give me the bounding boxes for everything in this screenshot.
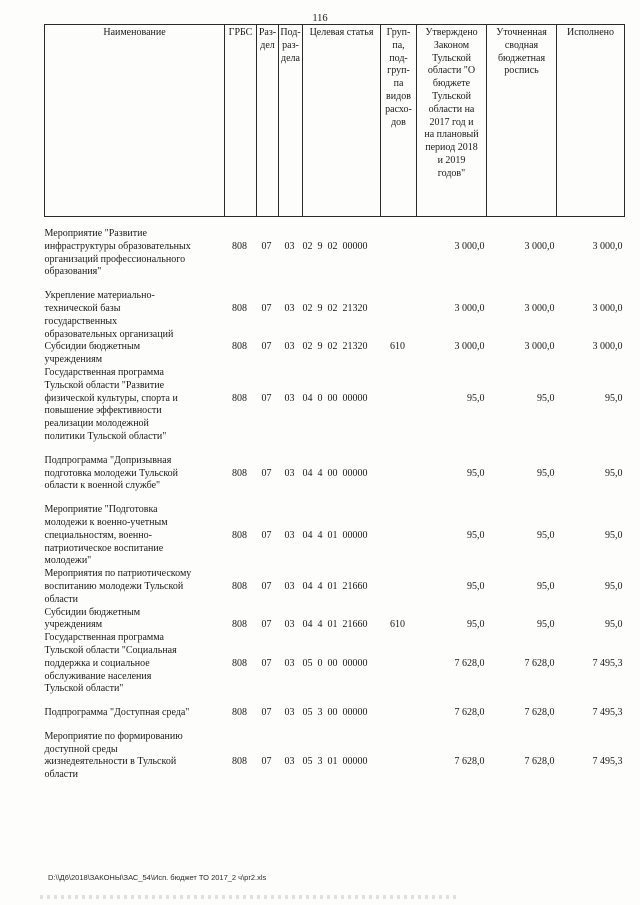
file-path-footer: D:\\Д6\2018\ЗАКОНЫ\ЗАС_54\Исп. бюджет ТО 2017_2 ч\pr2.xls [48, 873, 267, 882]
row-refined: 95,0 [537, 467, 555, 479]
row-target-article: 02 9 02 00000 [302, 240, 368, 252]
row-approved: 7 628,0 [454, 707, 485, 719]
row-refined: 95,0 [537, 529, 555, 541]
row-refined: 95,0 [537, 619, 555, 631]
row-approved: 7 628,0 [454, 756, 485, 768]
header-name: Наименование [45, 25, 225, 217]
row-name: Государственная программа Тульской области "Социальная поддержка и социальное обслуживание населения Тульской области" [44, 632, 177, 695]
row-podrazdel: 03 [284, 392, 295, 404]
table-row [45, 290, 625, 341]
row-approved: 3 000,0 [454, 302, 485, 314]
page-number: 116 [312, 13, 328, 24]
table-row [45, 455, 625, 493]
row-podrazdel: 03 [284, 467, 295, 479]
row-name: Подпрограмма "Доступная среда" [44, 707, 190, 719]
row-executed: 3 000,0 [592, 302, 623, 314]
row-target-article: 04 4 01 00000 [302, 529, 368, 541]
table-body [45, 217, 625, 783]
row-executed: 3 000,0 [592, 240, 623, 252]
row-expense-group: 610 [390, 341, 405, 353]
table-row [45, 607, 625, 633]
table-row [45, 228, 625, 279]
row-approved: 95,0 [467, 529, 485, 541]
row-executed: 95,0 [605, 619, 623, 631]
spacer-cell [45, 444, 625, 455]
row-refined: 7 628,0 [524, 707, 555, 719]
row-executed: 7 495,3 [592, 657, 623, 669]
row-razdel: 07 [261, 580, 272, 592]
row-spacer [45, 720, 625, 731]
header-razdel-text: Раз- дел [258, 27, 277, 51]
row-approved: 95,0 [467, 467, 485, 479]
row-name: Субсидии бюджетным учреждениям [44, 606, 141, 631]
row-razdel: 07 [261, 341, 272, 353]
row-target-article: 02 9 02 21320 [302, 302, 368, 314]
row-target-article: 05 3 01 00000 [302, 756, 368, 768]
row-razdel: 07 [261, 392, 272, 404]
row-expense-group [381, 455, 417, 493]
row-refined: 3 000,0 [524, 341, 555, 353]
row-target-article: 05 3 00 00000 [302, 707, 368, 719]
row-target-article: 04 4 01 21660 [302, 580, 368, 592]
table-row [45, 367, 625, 444]
row-name: Мероприятие по формированию доступной среды жизнедеятельности в Тульской области [44, 730, 183, 781]
row-name: Мероприятие "Развитие инфраструктуры образовательных организаций профессионального образования" [44, 228, 191, 278]
row-razdel: 07 [261, 467, 272, 479]
row-spacer [45, 696, 625, 707]
row-approved: 7 628,0 [454, 657, 485, 669]
row-name: Субсидии бюджетным учреждениям [44, 341, 141, 366]
row-grbs: 808 [232, 619, 247, 631]
row-grbs: 808 [232, 341, 247, 353]
row-refined: 7 628,0 [524, 756, 555, 768]
row-target-article: 04 0 00 00000 [302, 392, 368, 404]
row-podrazdel: 03 [284, 657, 295, 669]
row-name: Укрепление материально- технической базы государственных образовательных организаций [44, 290, 174, 340]
row-grbs: 808 [232, 657, 247, 669]
row-grbs: 808 [232, 240, 247, 252]
spacer-cell [45, 720, 625, 731]
row-expense-group [381, 228, 417, 279]
header-executed: Исполнено [557, 25, 625, 217]
table-row [45, 341, 625, 367]
row-refined: 95,0 [537, 580, 555, 592]
row-podrazdel: 03 [284, 580, 295, 592]
row-target-article: 04 4 00 00000 [302, 467, 368, 479]
spacer-cell [45, 279, 625, 290]
row-razdel: 07 [261, 529, 272, 541]
row-approved: 95,0 [467, 580, 485, 592]
row-grbs: 808 [232, 756, 247, 768]
row-podrazdel: 03 [284, 341, 295, 353]
row-executed: 95,0 [605, 392, 623, 404]
row-podrazdel: 03 [284, 707, 295, 719]
row-razdel: 07 [261, 707, 272, 719]
row-grbs: 808 [232, 580, 247, 592]
budget-table [44, 24, 625, 782]
row-grbs: 808 [232, 392, 247, 404]
row-podrazdel: 03 [284, 302, 295, 314]
row-razdel: 07 [261, 302, 272, 314]
row-podrazdel: 03 [284, 756, 295, 768]
row-podrazdel: 03 [284, 619, 295, 631]
row-name: Мероприятия по патриотическому воспитанию молодежи Тульской области [44, 568, 192, 605]
row-grbs: 808 [232, 302, 247, 314]
header-podrazdel [279, 25, 303, 217]
row-target-article: 02 9 02 21320 [302, 341, 368, 353]
table-row [45, 731, 625, 782]
row-spacer [45, 217, 625, 229]
header-target-article: Целевая статья [303, 25, 381, 217]
row-podrazdel: 03 [284, 529, 295, 541]
row-approved: 95,0 [467, 619, 485, 631]
header-podrazdel-text: Под- раз- дела [280, 27, 301, 64]
row-spacer [45, 444, 625, 455]
row-executed: 95,0 [605, 580, 623, 592]
row-executed: 7 495,3 [592, 707, 623, 719]
spacer-cell [45, 493, 625, 504]
row-expense-group [381, 707, 417, 720]
row-expense-group: 610 [390, 619, 405, 631]
row-approved: 3 000,0 [454, 240, 485, 252]
row-refined: 3 000,0 [524, 240, 555, 252]
row-razdel: 07 [261, 619, 272, 631]
row-executed: 95,0 [605, 529, 623, 541]
header-refined-text: Уточненная сводная бюджетная роспись [496, 27, 547, 77]
row-expense-group [381, 504, 417, 568]
row-podrazdel: 03 [284, 240, 295, 252]
row-executed: 7 495,3 [592, 756, 623, 768]
header-expense-group-text: Груп- па, под- груп- па видов расхо- дов [385, 27, 412, 128]
header-expense-group [381, 25, 417, 217]
row-name: Государственная программа Тульской области "Развитие физической культуры, спорта и повышение эффективности реализации молодежной политики Тульской области" [44, 366, 178, 442]
row-razdel: 07 [261, 240, 272, 252]
row-grbs: 808 [232, 707, 247, 719]
row-target-article: 05 0 00 00000 [302, 657, 368, 669]
row-refined: 7 628,0 [524, 657, 555, 669]
header-grbs: ГРБС [225, 25, 257, 217]
header-razdel [257, 25, 279, 217]
table-row [45, 632, 625, 696]
row-expense-group [381, 367, 417, 444]
table-row [45, 504, 625, 568]
row-grbs: 808 [232, 467, 247, 479]
scan-artifact [40, 895, 460, 899]
table-header-row [45, 25, 625, 217]
row-executed: 95,0 [605, 467, 623, 479]
row-grbs: 808 [232, 529, 247, 541]
row-approved: 95,0 [467, 392, 485, 404]
row-refined: 95,0 [537, 392, 555, 404]
row-name: Мероприятие "Подготовка молодежи к военно-учетным специальностям, военно- патриотическое воспитание молодежи" [44, 504, 168, 567]
row-refined: 3 000,0 [524, 302, 555, 314]
header-approved-text: Утверждено Законом Тульской области "О бюджете Тульской области на 2017 год и на плановый период 2018 и 2019 годов" [424, 27, 479, 179]
row-spacer [45, 493, 625, 504]
table-row [45, 568, 625, 606]
spacer-cell [45, 217, 625, 229]
row-razdel: 07 [261, 657, 272, 669]
spacer-cell [45, 696, 625, 707]
row-expense-group [381, 632, 417, 696]
row-spacer [45, 279, 625, 290]
row-expense-group [381, 568, 417, 606]
row-expense-group [381, 731, 417, 782]
header-refined [487, 25, 557, 217]
row-executed: 3 000,0 [592, 341, 623, 353]
row-approved: 3 000,0 [454, 341, 485, 353]
row-razdel: 07 [261, 756, 272, 768]
table-row [45, 707, 625, 720]
header-approved [417, 25, 487, 217]
row-target-article: 04 4 01 21660 [302, 619, 368, 631]
row-expense-group [381, 290, 417, 341]
row-name: Подпрограмма "Допризывная подготовка молодежи Тульской области к военной службе" [44, 454, 179, 492]
